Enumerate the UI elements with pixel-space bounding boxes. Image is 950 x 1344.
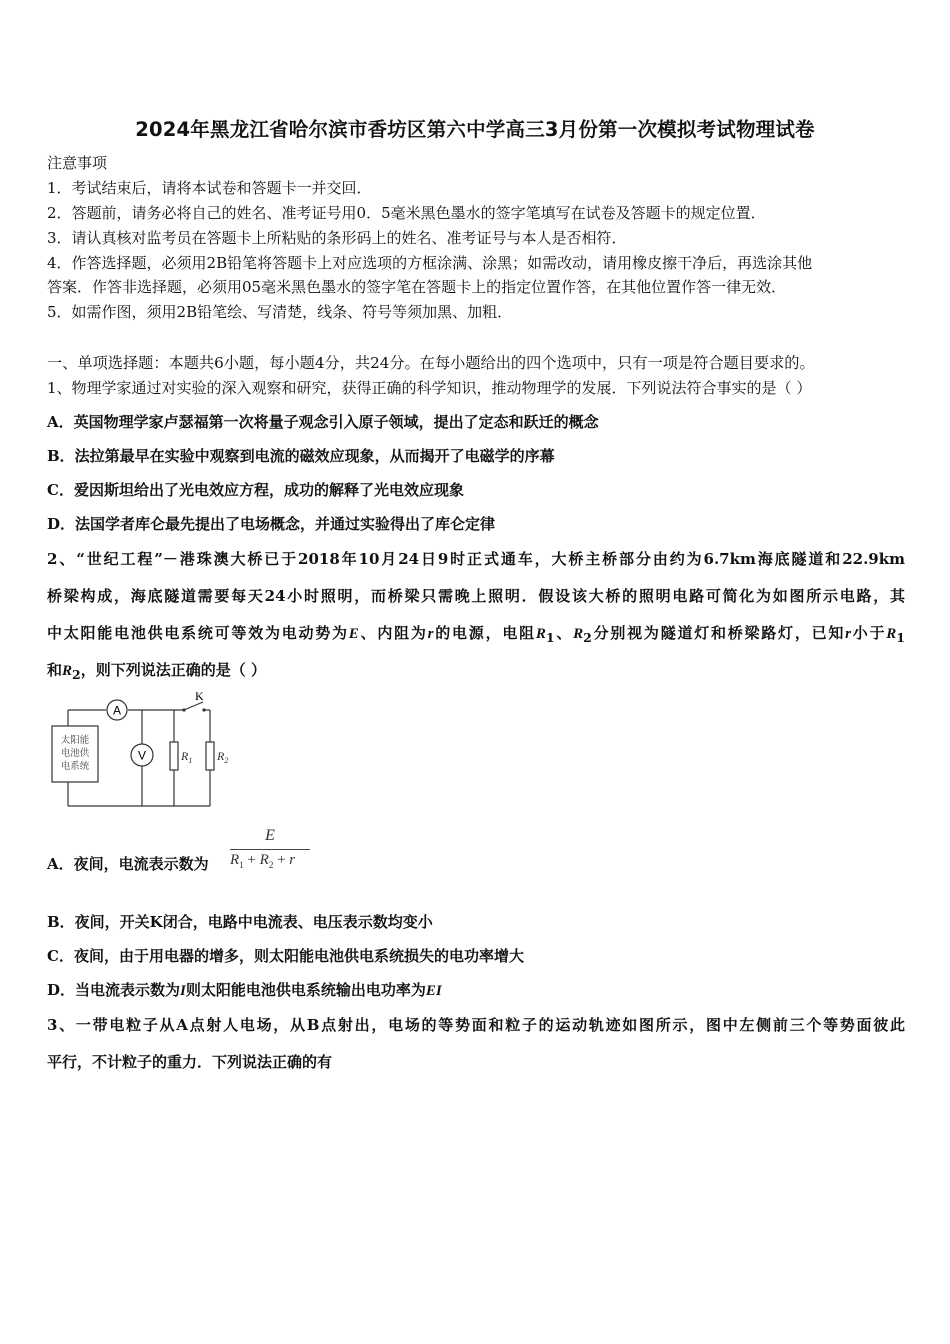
question-2-option-d: D．当电流表示数为I则太阳能电池供电系统输出电功率为EI xyxy=(47,981,442,999)
resistor-r2-icon xyxy=(206,742,228,770)
emf-symbol: E xyxy=(348,626,359,642)
formula-denominator: $R_1 + R_2 + r$ xyxy=(230,852,296,870)
note-item: 答案．作答非选择题，必须用05毫米黑色墨水的签字笔在答题卡上的指定位置作答，在其他位置作答一律无效． xyxy=(47,278,787,296)
power-expression: EI xyxy=(425,983,442,999)
ammeter-label: A xyxy=(112,703,122,718)
note-item: 2．答题前，请务必将自己的姓名、准考证号用0．5毫米黑色墨水的签字笔填写在试卷及答题卡的规定位置． xyxy=(47,204,766,222)
question-1-stem: 1、物理学家通过对实验的深入观察和研究，获得正确的科学知识，推动物理学的发展．下列说法符合事实的是（ ） xyxy=(47,379,812,397)
note-item: 3．请认真核对监考员在答题卡上所粘贴的条形码上的姓名、准考证号与本人是否相符． xyxy=(47,229,627,247)
question-2-option-b: B．夜间，开关K闭合，电路中电流表、电压表示数均变小 xyxy=(47,913,433,931)
notes-heading: 注意事项 xyxy=(47,154,108,172)
question-2-stem-line: 桥梁构成，海底隧道需要每天24小时照明，而桥梁只需晚上照明．假设该大桥的照明电路可简化为如图所示电路，其 xyxy=(47,587,905,605)
question-2-stem-line: 和$R_2$，则下列说法正确的是（ ） xyxy=(47,661,266,682)
circuit-diagram xyxy=(44,688,244,812)
current-symbol: I xyxy=(180,983,186,999)
switch-icon xyxy=(182,689,205,712)
question-2-option-c: C．夜间，由于用电器的增多，则太阳能电池供电系统损失的电功率增大 xyxy=(47,947,524,965)
svg-text:R1: $R_1$ xyxy=(181,749,193,765)
switch-label: K xyxy=(195,689,204,703)
question-2-option-a: A．夜间，电流表示数为 xyxy=(47,855,209,873)
fraction-bar xyxy=(230,849,310,850)
note-item: 1．考试结束后，请将本试卷和答题卡一并交回． xyxy=(47,179,372,197)
note-item: 4．作答选择题，必须用2B铅笔将答题卡上对应选项的方框涂满、涂黑；如需改动，请用橡皮擦干净后，再选涂其他 xyxy=(47,254,813,272)
ammeter-icon xyxy=(107,700,127,720)
voltmeter-label: V xyxy=(137,748,147,763)
svg-text:电池供: 电池供 xyxy=(60,748,90,759)
question-2-stem-line: 中太阳能电池供电系统可等效为电动势为E、内阻为r的电源，电阻$R_1$、$R_2$分别视为隧道灯和桥梁路灯，已知r小于$R_1$ xyxy=(47,624,905,645)
svg-text:R2: $R_2$ xyxy=(217,749,229,765)
question-2-stem-line: 2、“世纪工程”－港珠澳大桥已于2018年10月24日9时正式通车，大桥主桥部分由约为6.7km海底隧道和22.9km xyxy=(47,550,905,568)
question-1-option-c: C．爱因斯坦给出了光电效应方程，成功的解释了光电效应现象 xyxy=(47,481,464,499)
question-3-stem-line: 平行，不计粒子的重力．下列说法正确的有 xyxy=(47,1053,333,1071)
svg-text:太阳能: 太阳能 xyxy=(60,735,90,746)
section-heading: 一、单项选择题：本题共6小题，每小题4分，共24分。在每小题给出的四个选项中，只有一项是符合题目要求的。 xyxy=(47,354,815,372)
page-title: 2024年黑龙江省哈尔滨市香坊区第六中学高三3月份第一次模拟考试物理试卷 xyxy=(135,118,815,141)
question-1-option-d: D．法国学者库仑最先提出了电场概念，并通过实验得出了库仑定律 xyxy=(47,515,496,533)
internal-resistance-symbol: r xyxy=(427,626,434,642)
svg-text:电系统: 电系统 xyxy=(60,761,90,772)
voltmeter-icon xyxy=(131,744,153,766)
resistor-r1-icon xyxy=(170,742,192,770)
current-formula xyxy=(228,827,312,871)
formula-numerator: E xyxy=(265,827,275,844)
question-1-option-b: B．法拉第最早在实验中观察到电流的磁效应现象，从而揭开了电磁学的序幕 xyxy=(47,447,555,465)
question-1-option-a: A．英国物理学家卢瑟福第一次将量子观念引入原子领域，提出了定态和跃迁的概念 xyxy=(47,413,599,431)
note-item: 5．如需作图，须用2B铅笔绘、写清楚，线条、符号等须加黑、加粗． xyxy=(47,303,513,321)
solar-source-icon xyxy=(52,726,98,782)
question-3-stem-line: 3、一带电粒子从A点射人电场，从B点射出，电场的等势面和粒子的运动轨迹如图所示，图中左侧前三个等势面彼此 xyxy=(47,1016,905,1034)
